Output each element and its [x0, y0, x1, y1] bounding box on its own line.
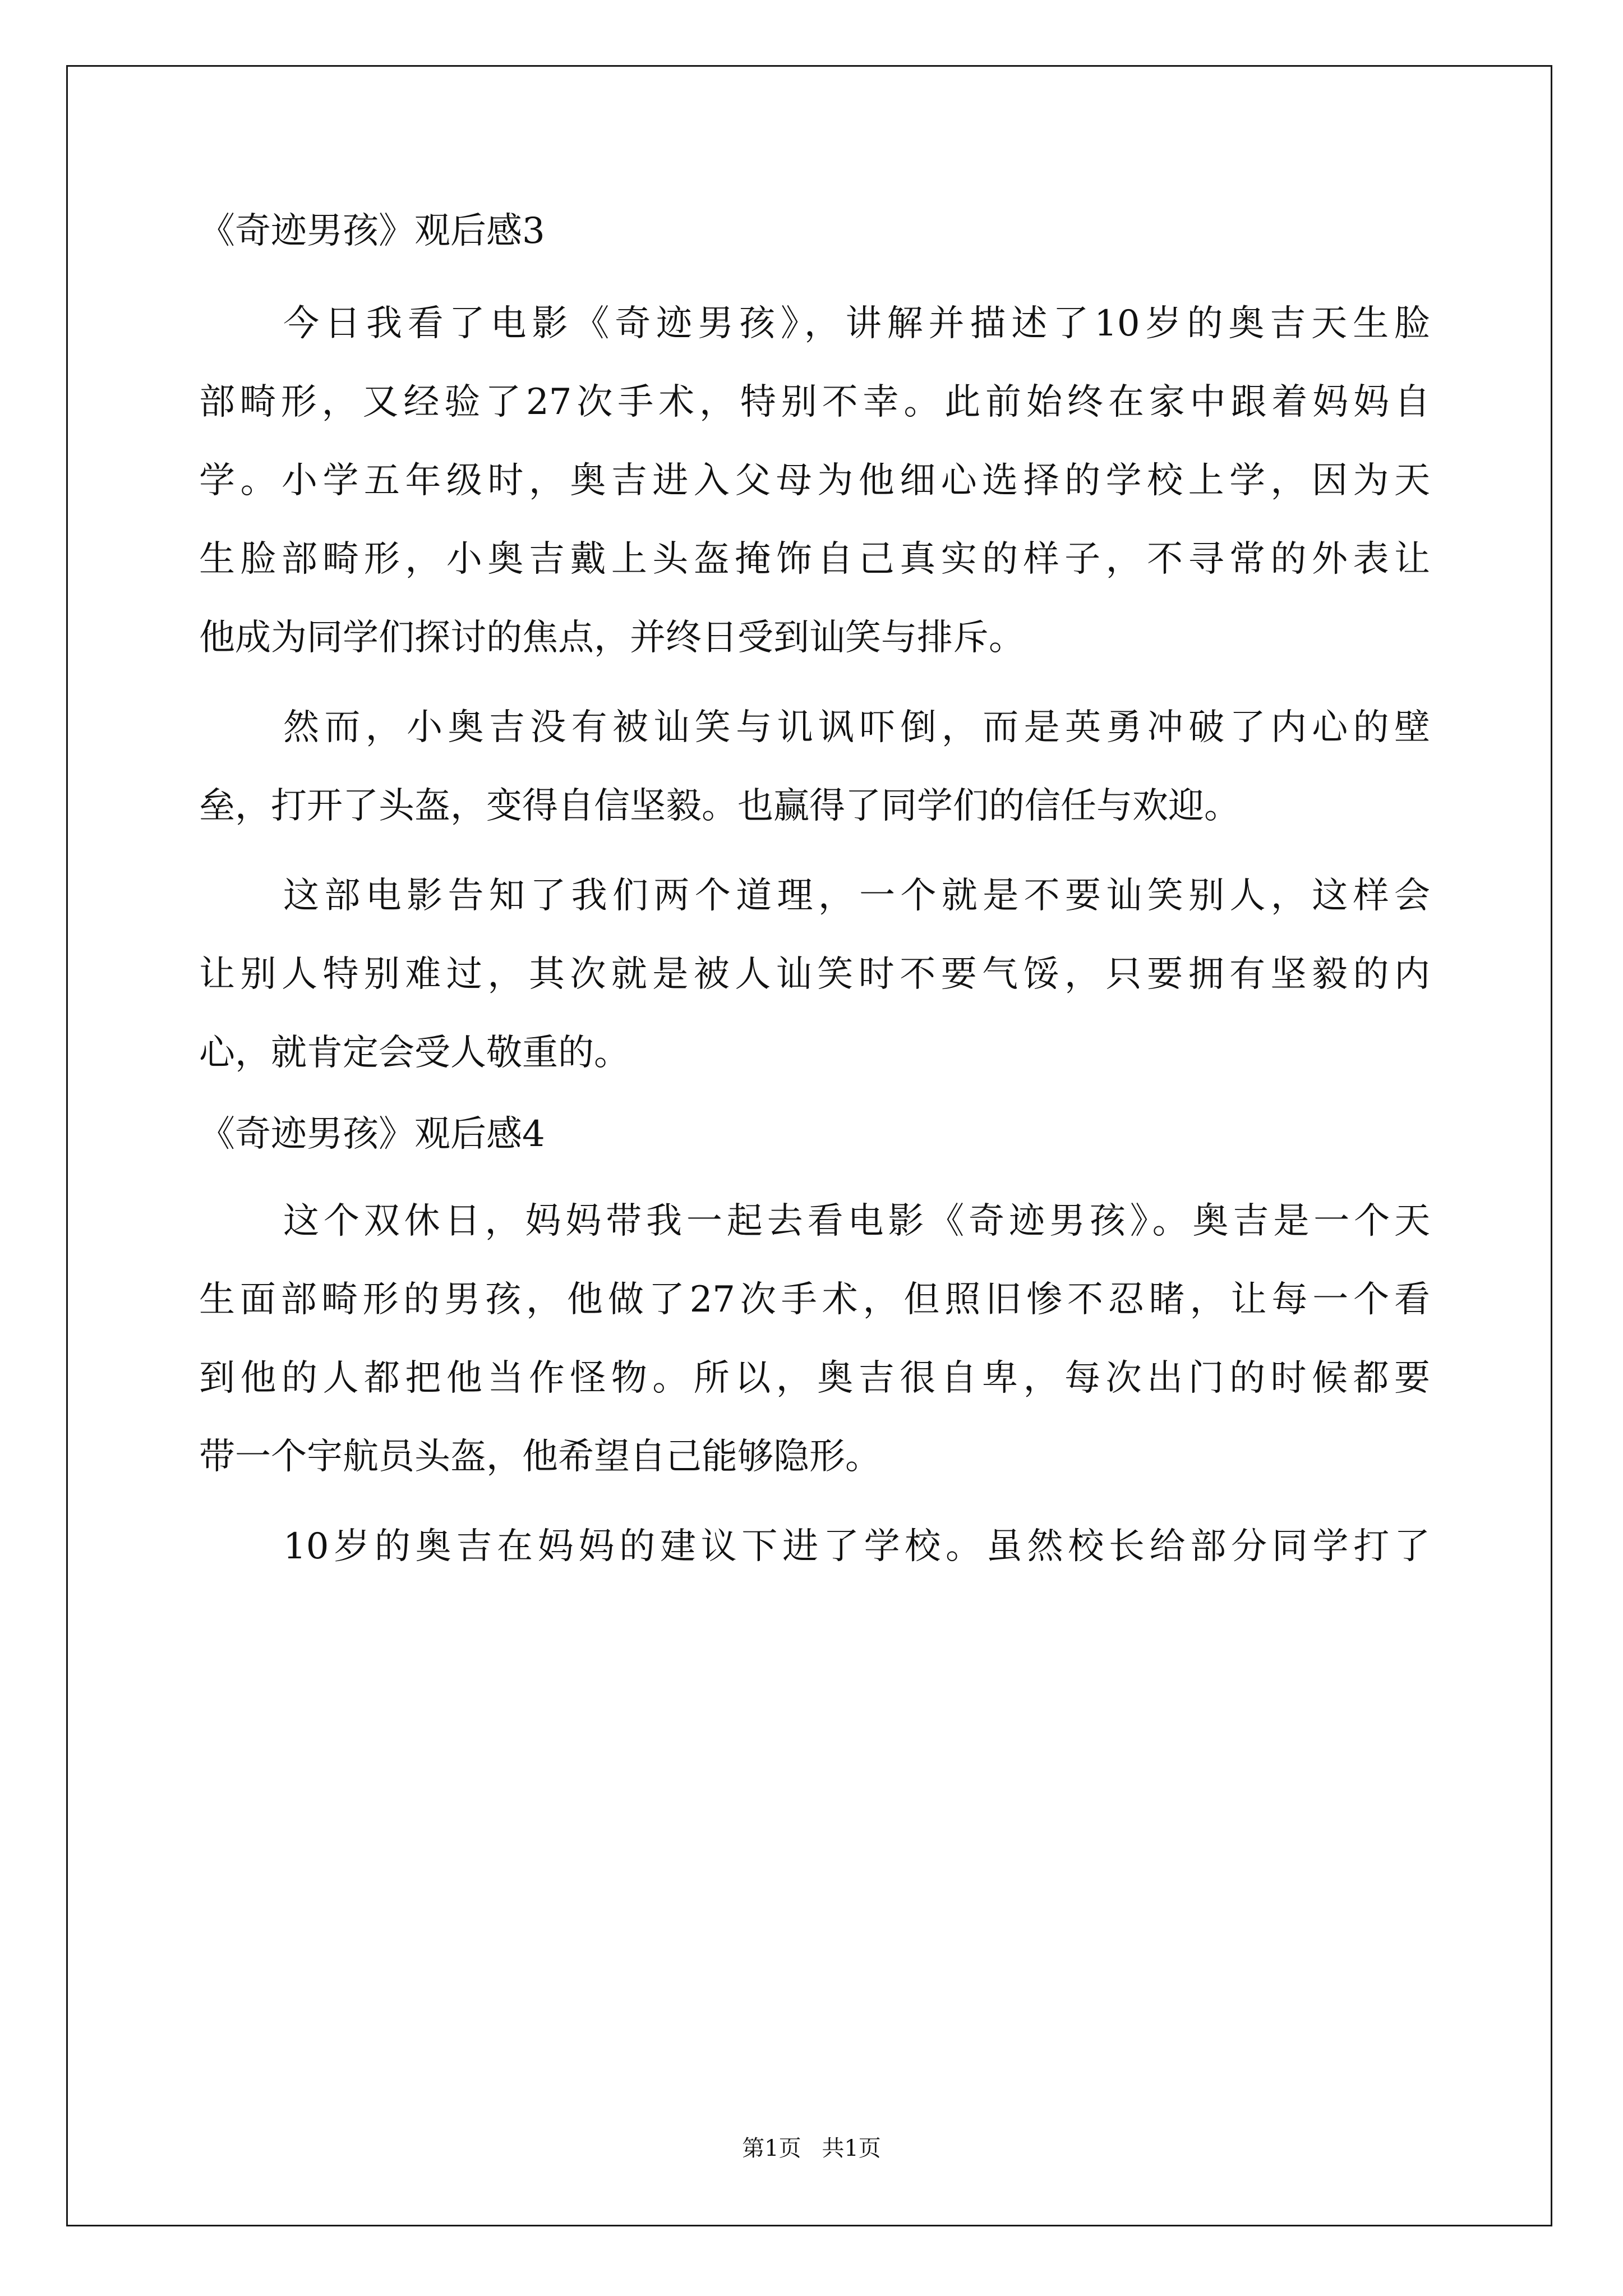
paragraph-line: 这个双休日，妈妈带我一起去看电影《奇迹男孩》。奥吉是一个天: [283, 1200, 1430, 1242]
paragraph-line: 今日我看了电影《奇迹男孩》，讲解并描述了10岁的奥吉天生脸: [283, 303, 1430, 344]
paragraph-line: 他成为同学们探讨的焦点，并终日受到讪笑与排斥。: [199, 617, 1025, 659]
paragraph-line: 学。小学五年级时，奥吉进入父母为他细心选择的学校上学，因为天: [199, 460, 1430, 501]
section-title: 《奇迹男孩》观后感4: [199, 1114, 545, 1155]
section-title: 《奇迹男孩》观后感3: [199, 210, 545, 252]
paragraph-line: 到他的人都把他当作怪物。所以，奥吉很自卑，每次出门的时候都要: [199, 1358, 1430, 1399]
page-footer: [0, 2134, 1623, 2162]
paragraph-line: 带一个宇航员头盔，他希望自己能够隐形。: [199, 1436, 881, 1478]
paragraph-line: 心，就肯定会受人敬重的。: [199, 1032, 630, 1074]
paragraph-line: 生面部畸形的男孩，他做了27次手术，但照旧惨不忍睹，让每一个看: [199, 1279, 1430, 1320]
page-total: 共1页: [822, 2136, 881, 2161]
paragraph-line: 部畸形，又经验了27次手术，特别不幸。此前始终在家中跟着妈妈自: [199, 381, 1430, 423]
paragraph-line: 然而，小奥吉没有被讪笑与讥讽吓倒，而是英勇冲破了内心的壁: [283, 707, 1430, 748]
paragraph-line: 10岁的奥吉在妈妈的建议下进了学校。虽然校长给部分同学打了: [283, 1526, 1430, 1567]
paragraph-line: 这部电影告知了我们两个道理，一个就是不要讪笑别人，这样会: [283, 875, 1430, 917]
page-number: 第1页: [742, 2136, 801, 2161]
paragraph-line: 让别人特别难过，其次就是被人讪笑时不要气馁，只要拥有坚毅的内: [199, 954, 1430, 995]
paragraph-line: 垒，打开了头盔，变得自信坚毅。也赢得了同学们的信任与欢迎。: [199, 785, 1240, 827]
paragraph-line: 生脸部畸形，小奥吉戴上头盔掩饰自己真实的样子，不寻常的外表让: [199, 539, 1430, 580]
